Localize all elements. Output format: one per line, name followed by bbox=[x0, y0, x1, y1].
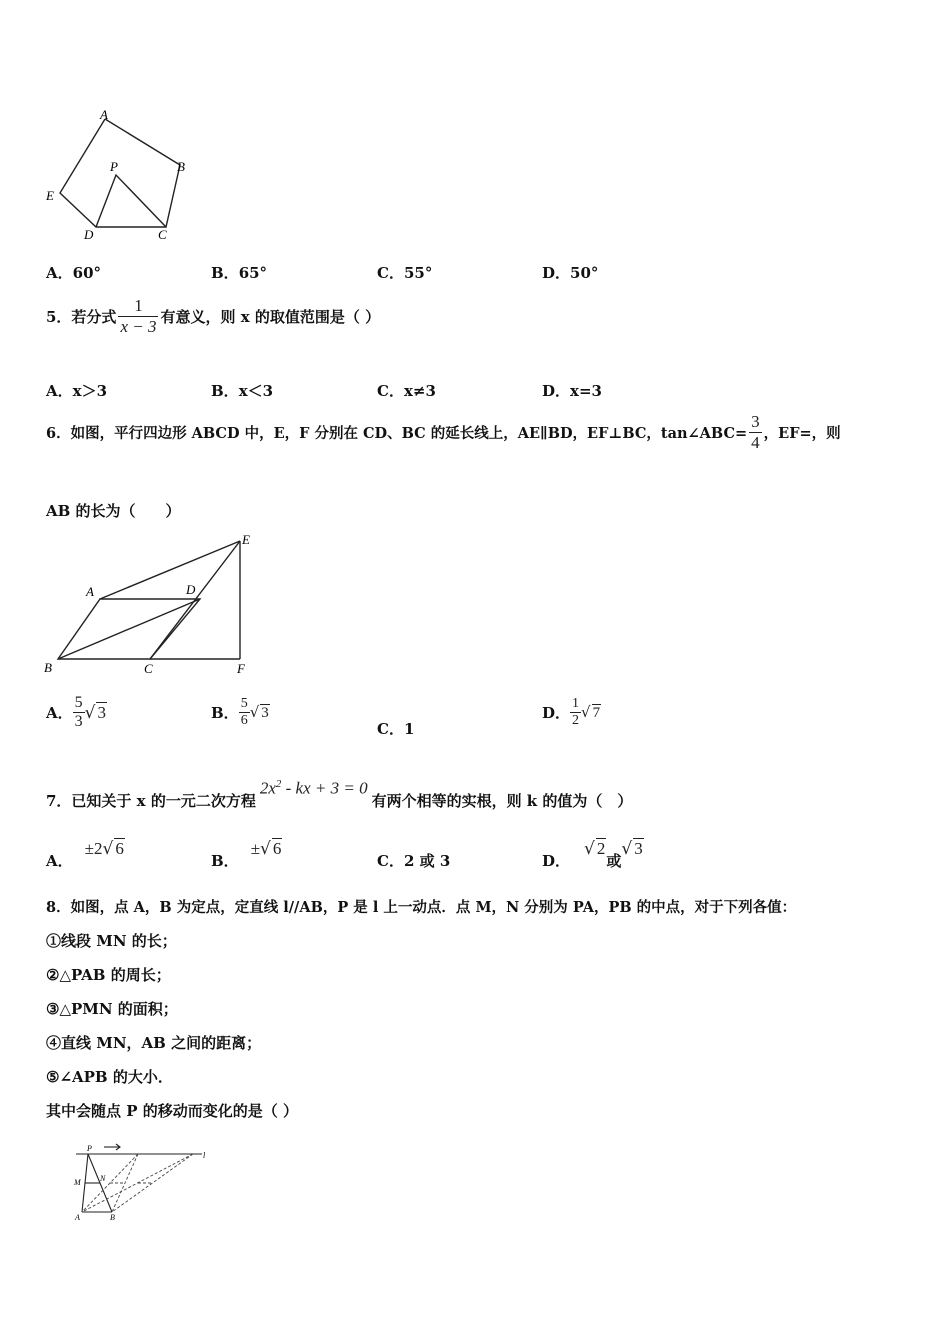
q4-figure bbox=[40, 105, 200, 245]
q6-label-c: C bbox=[144, 661, 153, 676]
q5-prefix: 5．若分式 bbox=[46, 308, 117, 326]
q8-stem: 8．如图，点 A，B 为定点，定直线 l//AB，P 是 l 上一动点．点 M，N 分别为 PA，PB 的中点，对于下列各值： bbox=[46, 899, 797, 916]
q5-suffix: 有意义，则 x 的取值范围是（ ） bbox=[160, 308, 381, 326]
q6-suffix: ，EF=，则 bbox=[763, 425, 841, 442]
q4-option-d[interactable]: D．50° bbox=[542, 264, 599, 282]
q5-frac-den: x − 3 bbox=[120, 317, 157, 336]
q8-item-5: ⑤∠APB 的大小． bbox=[46, 1068, 173, 1086]
q7-option-b[interactable]: B． ±√ 6 bbox=[211, 839, 282, 870]
q8-label-b: B bbox=[110, 1213, 115, 1222]
q7-option-a[interactable]: A． ±2√ 6 bbox=[46, 839, 124, 870]
q5-option-b[interactable]: B．x＜3 bbox=[211, 382, 274, 400]
q4-label-b: B bbox=[177, 159, 185, 174]
q5-frac-num: 1 bbox=[134, 296, 143, 315]
q6-option-c[interactable]: C．1 bbox=[377, 720, 415, 738]
q8-label-l: l bbox=[203, 1151, 206, 1160]
q6-stem bbox=[46, 412, 841, 453]
q6-tan-den: 4 bbox=[751, 433, 760, 452]
q6-option-a[interactable]: A． $\frac{5}{3}$ √ 3 bbox=[46, 694, 106, 730]
q6-tan-num: 3 bbox=[751, 412, 760, 431]
q7-option-c[interactable]: C．2 或 3 bbox=[377, 852, 451, 870]
q7-suffix: 有两个相等的实根，则 k 的值为（ ） bbox=[371, 792, 633, 810]
q4-triangle-pdc bbox=[96, 175, 166, 227]
q6-label-b: B bbox=[44, 660, 52, 675]
q5-option-d[interactable]: D．x=3 bbox=[542, 382, 602, 400]
q8-question: 其中会随点 P 的移动而变化的是（ ） bbox=[46, 1102, 298, 1120]
q6-label-a: A bbox=[86, 584, 94, 599]
q8-item-4: ④直线 MN，AB 之间的距离； bbox=[46, 1034, 262, 1052]
q6-figure bbox=[40, 528, 270, 680]
q8-label-n: N bbox=[100, 1174, 106, 1183]
q6-line-ae bbox=[100, 541, 240, 599]
q4-label-e: E bbox=[46, 188, 54, 203]
q8-figure bbox=[68, 1140, 213, 1225]
q6-label-f: F bbox=[237, 661, 245, 676]
q5-stem bbox=[46, 296, 380, 337]
q6-label-d: D bbox=[186, 582, 196, 597]
q8-label-p: P bbox=[87, 1144, 92, 1153]
q6-option-d[interactable]: D． $\frac{1}{2}$ √ 7 bbox=[542, 696, 601, 728]
q6-label-e: E bbox=[242, 532, 250, 547]
q8-label-m: M bbox=[74, 1178, 81, 1187]
q4-option-a[interactable]: A．60° bbox=[46, 264, 102, 282]
q5-fraction bbox=[118, 296, 158, 337]
q8-item-2: ②△PAB 的周长； bbox=[46, 966, 171, 984]
q4-option-c[interactable]: C．55° bbox=[377, 264, 433, 282]
q4-label-p: P bbox=[110, 159, 118, 174]
q6-line-ce bbox=[150, 541, 240, 659]
q4-pentagon bbox=[60, 119, 180, 227]
q6-option-b[interactable]: B． $\frac{5}{6}$ √ 3 bbox=[211, 696, 269, 728]
q4-option-b[interactable]: B．65° bbox=[211, 264, 268, 282]
q7-equation: $2x^2$ - kx + 3 = 0 bbox=[259, 778, 368, 798]
q7-stem bbox=[46, 778, 632, 811]
q6-prefix: 6．如图，平行四边形 ABCD 中，E，F 分别在 CD、BC 的延长线上，AE∥BD，EF⊥BC，tan∠ABC= bbox=[46, 425, 748, 442]
q8-label-a: A bbox=[75, 1213, 80, 1222]
q4-label-a: A bbox=[100, 107, 108, 122]
q6-tan-fraction bbox=[749, 412, 762, 453]
q7-prefix: 7．已知关于 x 的一元二次方程 bbox=[46, 792, 256, 810]
q8-item-1: ①线段 MN 的长； bbox=[46, 932, 177, 950]
q8-dashed-4 bbox=[112, 1154, 193, 1212]
q5-option-a[interactable]: A．x＞3 bbox=[46, 382, 108, 400]
q4-label-d: D bbox=[84, 227, 94, 242]
q7-option-d[interactable]: D． √ 2 或 √ 3 bbox=[542, 839, 643, 870]
q6-line2: AB 的长为（ ） bbox=[46, 502, 181, 520]
q5-option-c[interactable]: C．x≠3 bbox=[377, 382, 436, 400]
q8-item-3: ③△PMN 的面积； bbox=[46, 1000, 178, 1018]
q4-label-c: C bbox=[158, 227, 167, 242]
